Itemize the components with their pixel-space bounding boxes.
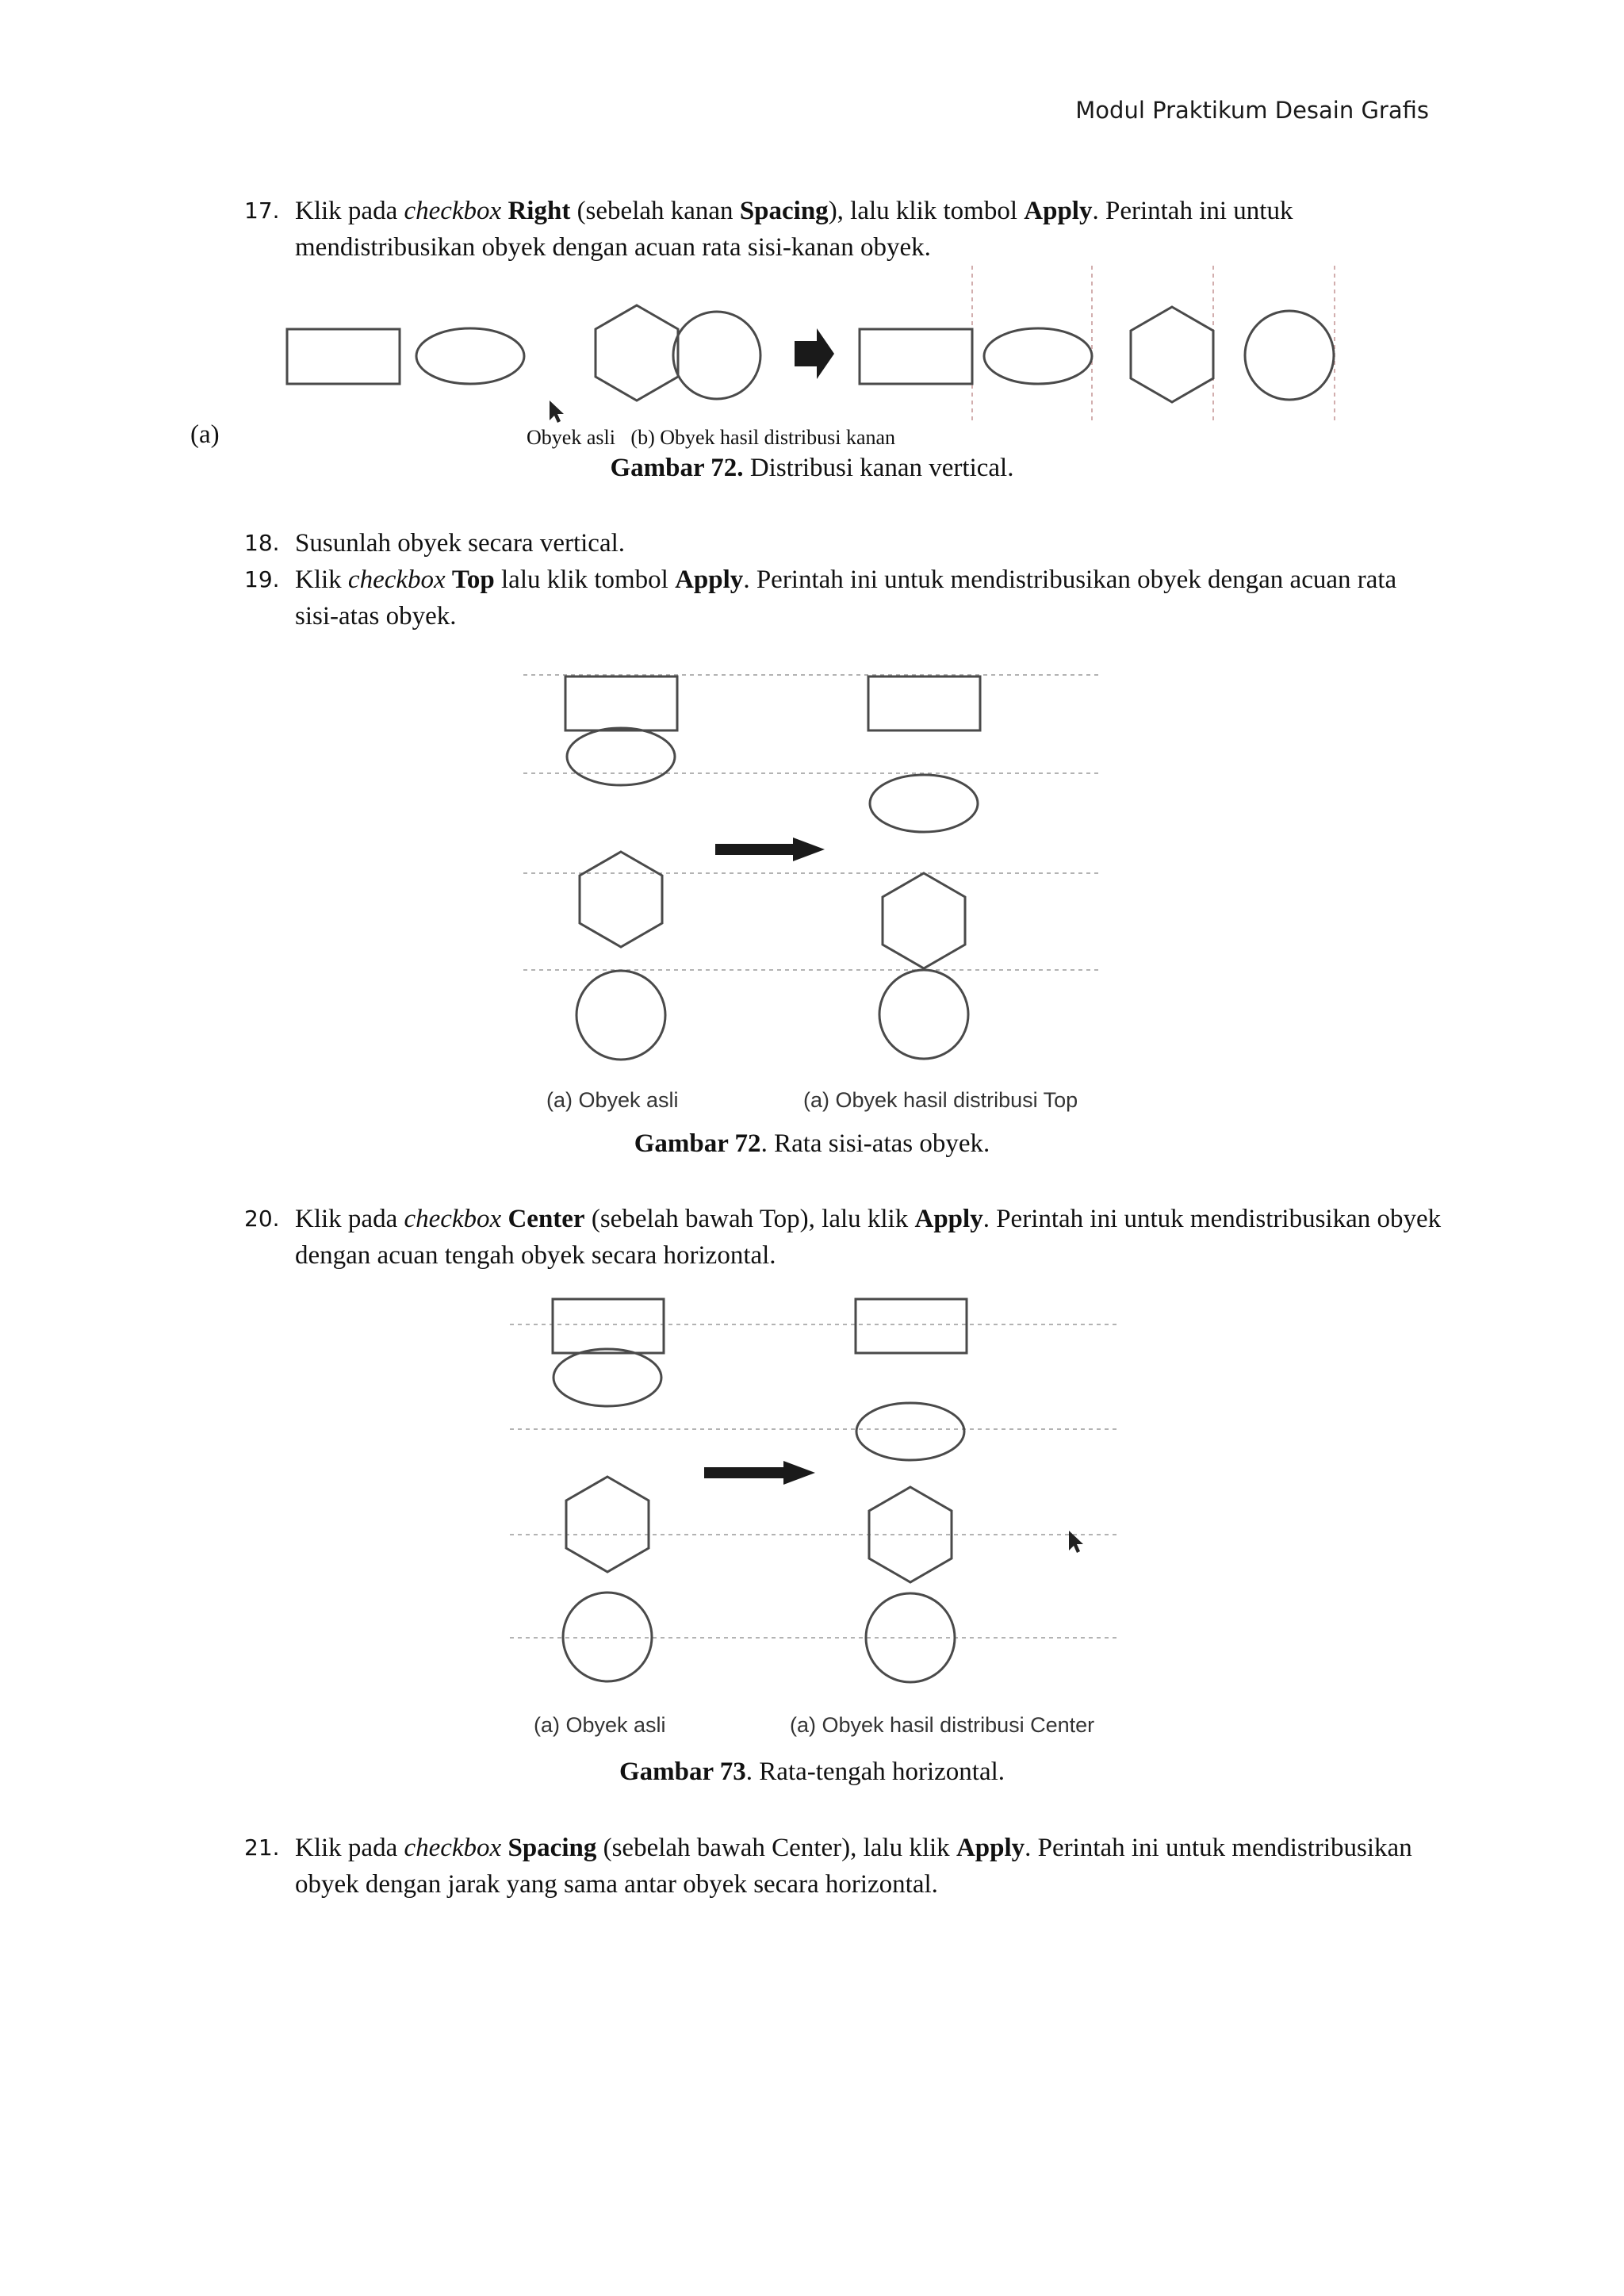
page-header: Modul Praktikum Desain Grafis (1075, 97, 1429, 124)
step-text: Susunlah obyek secara vertical. (295, 529, 626, 558)
figure-3-result (856, 1299, 967, 1682)
figure-3-caption: Gambar 73. Rata-tengah horizontal. (619, 1757, 1005, 1786)
ellipse-shape (856, 1403, 964, 1460)
step-number: 18. (244, 530, 280, 556)
figure-1-label-a: (a) (190, 420, 220, 449)
ellipse-shape (553, 1349, 661, 1406)
step-21 (238, 1830, 1443, 1903)
step-number: 17. (244, 197, 280, 224)
step-number: 21. (244, 1834, 280, 1861)
step-text: Klik checkbox Top lalu klik tombol Apply. Perintah ini untuk mendistribusikan obyek dengan acuan rata sisi-atas obyek. (295, 565, 1397, 631)
step-number: 19. (244, 566, 280, 592)
figure-3-original (553, 1299, 664, 1681)
figure-2-label-right: (a) Obyek hasil distribusi Top (803, 1088, 1078, 1112)
figure-2-label-left: (a) Obyek asli (546, 1088, 679, 1112)
figure-3-label-right: (a) Obyek hasil distribusi Center (790, 1713, 1095, 1737)
step-number: 20. (244, 1205, 280, 1232)
step-text: Klik pada checkbox Right (sebelah kanan Spacing), lalu klik tombol Apply. Perintah ini untuk mendistribusikan obyek dengan acuan rata sisi-kanan obyek. (295, 197, 1293, 262)
rectangle-shape (856, 1299, 967, 1353)
step-text: Klik pada checkbox Center (sebelah bawah Top), lalu klik Apply. Perintah ini untuk mendistribusikan obyek dengan acuan tengah obyek secara horizontal. (295, 1205, 1442, 1270)
figure-1-subcaption: Obyek asli (b) Obyek hasil distribusi kanan (527, 426, 896, 449)
figure-3-label-left: (a) Obyek asli (534, 1713, 666, 1737)
circle-shape (563, 1593, 652, 1681)
step-text: Klik pada checkbox Spacing (sebelah bawah Center), lalu klik Apply. Perintah ini untuk mendistribusikan obyek dengan jarak yang sama antar obyek secara horizontal. (295, 1834, 1412, 1899)
figure-2-caption: Gambar 72. Rata sisi-atas obyek. (634, 1129, 990, 1158)
hexagon-shape (566, 1477, 649, 1572)
rectangle-shape (553, 1299, 664, 1353)
arrow-right-icon (704, 1461, 815, 1485)
figure-1-caption: Gambar 72. Distribusi kanan vertical. (610, 454, 1014, 482)
